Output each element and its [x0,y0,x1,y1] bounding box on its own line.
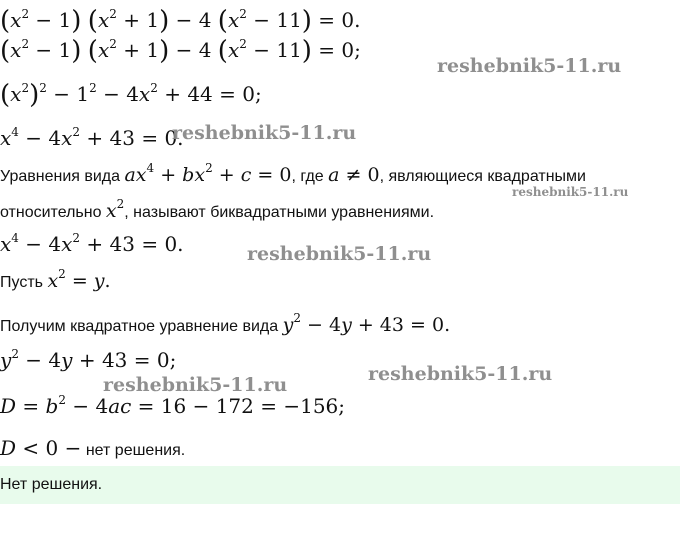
definition-text-2: , где [291,168,324,185]
condition-text: нет решения. [85,442,186,459]
substitution-math: $x^2 = y$. [47,267,111,292]
answer-box [0,466,680,504]
answer-text: Нет решения. [0,476,103,493]
definition-math-3: $x^2$ [105,197,125,222]
definition-math-2: a ≠ 0 [328,164,380,186]
condition-math: D < 0 − [0,436,82,460]
definition-math-1: $ax^4 + bx^2 + c = 0$ [124,161,292,186]
discriminant-equation: $D = b^2 - 4ac = 16 - 172 = -156$; [0,393,346,418]
watermark: reshebnik5-11.ru [172,122,357,144]
watermark: reshebnik5-11.ru [247,243,432,265]
definition-text-1: Уравнения вида [0,168,121,185]
equation-2: $(x^2 - 1) (x^2 + 1) - 4$ $(x^2 - 11) = 0$; [0,36,361,66]
equation-1: $(x^2 - 1) (x^2 + 1) - 4$ $(x^2 - 11) = 0$. [0,6,361,36]
definition-line-1 [0,161,586,186]
quadratic-line [0,311,451,336]
watermark: reshebnik5-11.ru [512,185,629,199]
equation-5: $x^4 - 4x^2 + 43 = 0$. [0,231,184,256]
equation-6: $y^2 - 4y + 43 = 0$; [0,347,177,372]
definition-text-4: относительно [0,204,102,221]
substitution-text: Пусть [0,274,43,291]
watermark: reshebnik5-11.ru [103,374,288,396]
definition-text-3: , являющиеся квадратными [379,168,586,185]
substitution-line [0,267,111,292]
equation-3: $(x^2)^2 - 1^2 - 4x^2 + 44 = 0$; [0,80,262,110]
watermark: reshebnik5-11.ru [437,55,622,77]
definition-text-5: , называют биквадратными уравнениями. [124,204,435,221]
condition-line [0,436,185,460]
quadratic-math: $y^2 - 4y + 43 = 0$. [282,311,451,336]
quadratic-text: Получим квадратное уравнение вида [0,318,279,335]
definition-line-2 [0,197,435,222]
watermark: reshebnik5-11.ru [368,363,553,385]
equation-4: $x^4 - 4x^2 + 43 = 0$. [0,125,184,150]
